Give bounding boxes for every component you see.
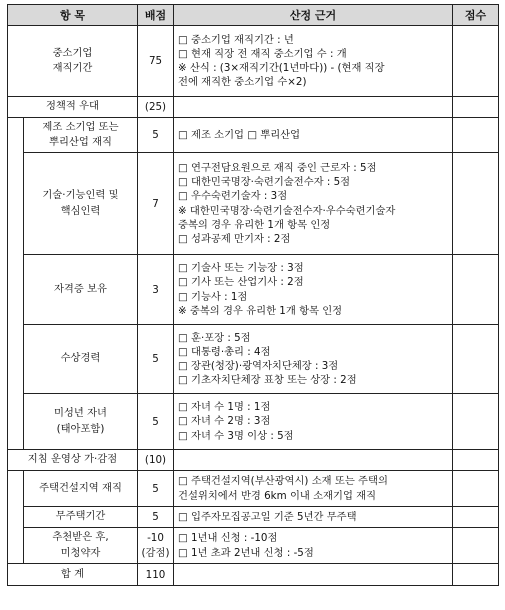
basis-line: ※ 대한민국명장·숙련기술전수자·우수숙련기술자 [178,204,396,217]
table-row [8,97,499,118]
item-points: 7 [138,153,174,255]
table-row [8,255,499,325]
item-score[interactable] [453,255,499,325]
item-basis [174,325,453,394]
item-points: 5 [138,325,174,394]
text-line: 자격증 보유 [53,282,107,295]
total-points: 110 [138,564,174,586]
basis-line: □ 장관(청장)·광역자치단체장 : 3점 [178,360,339,372]
table-row [8,394,499,450]
section-basis [174,97,453,118]
table-row [8,26,499,97]
section-points: (25) [138,97,174,118]
header-score: 점수 [453,5,499,26]
item-points: 75 [138,26,174,97]
item-name [24,528,138,564]
item-basis [174,153,453,255]
text-line: 무주택기간 [55,510,106,523]
text-line: -10 [147,532,164,544]
score-table [7,4,499,586]
basis-line: □ 대한민국명장·숙련기술전수자 : 5점 [178,176,351,189]
section-name: 지침 운영상 가·감점 [8,450,138,471]
header-row [8,5,499,26]
item-name [24,325,138,394]
section-basis [174,450,453,471]
item-score[interactable] [453,528,499,564]
item-points [138,528,174,564]
basis-line: □ 자녀 수 3명 이상 : 5점 [178,429,294,442]
item-score[interactable] [453,471,499,507]
basis-line: □ 성과공제 만기자 : 2점 [178,232,291,245]
item-basis [174,471,453,507]
item-name [24,394,138,450]
text-line: 제조 소기업 또는 [42,120,119,133]
text-line: 재직기간 [52,62,93,74]
item-name [8,26,138,97]
table-row [8,471,499,507]
total-row [8,564,499,586]
basis-line: □ 대통령·총리 : 4점 [178,345,271,358]
item-score[interactable] [453,118,499,153]
item-points: 5 [138,394,174,450]
basis-line: □ 기술사 또는 기능장 : 3점 [178,262,304,275]
basis-line: □ 중소기업 재직기간 : 년 [178,33,294,46]
text-line: 미성년 자녀 [53,407,107,420]
item-basis [174,507,453,528]
text-line: 수상경력 [60,352,101,365]
table-row [8,507,499,528]
item-score[interactable] [453,394,499,450]
item-name [24,507,138,528]
total-name: 합 계 [8,564,138,586]
header-item: 항 목 [8,5,138,26]
section-name: 정책적 우대 [8,97,138,118]
item-score[interactable] [453,26,499,97]
item-name [24,255,138,325]
basis-line: □ 기능사 : 1점 [178,290,248,303]
basis-line: □ 기사 또는 산업기사 : 2점 [178,276,304,289]
header-basis: 산정 근거 [174,5,453,26]
item-basis [174,528,453,564]
basis-line: □ 자녀 수 1명 : 1점 [178,401,271,414]
basis-line: □ 입주자모집공고일 기준 5년간 무주택 [178,510,357,523]
section-score[interactable] [453,450,499,471]
text-line: 미청약자 [60,546,101,559]
text-line: 뿌리산업 재직 [49,136,112,148]
basis-line: □ 기초자치단체장 표창 또는 상장 : 2점 [178,374,357,387]
item-basis [174,255,453,325]
total-basis [174,564,453,586]
item-points: 5 [138,507,174,528]
basis-line: □ 우수숙련기술자 : 3점 [178,190,288,203]
item-name [24,118,138,153]
header-points: 배점 [138,5,174,26]
text-line: 추천받은 후, [52,531,109,544]
basis-line: □ 제조 소기업 □ 뿌리산업 [178,128,301,141]
basis-line: ※ 중복의 경우 유리한 1개 항목 인정 [178,304,343,317]
indent-cell [8,118,24,450]
text-line: 중소기업 [52,46,93,59]
table-row [8,153,499,255]
text-line: (태아포함) [56,422,105,435]
item-basis [174,118,453,153]
basis-line: □ 1년내 신청 : -10점 [178,532,278,545]
table-row [8,450,499,471]
item-name [24,471,138,507]
text-line: 핵심인력 [60,204,101,217]
basis-line: □ 1년 초과 2년내 신청 : -5점 [178,546,314,559]
basis-line: □ 훈·포장 : 5점 [178,331,251,344]
table-row [8,325,499,394]
text-line: 주택건설지역 재직 [39,481,122,494]
text-line: 기술·기능인력 및 [42,189,119,202]
indent-cell [8,471,24,564]
item-score[interactable] [453,325,499,394]
section-score[interactable] [453,97,499,118]
section-points: (10) [138,450,174,471]
basis-line: □ 현재 직장 전 재직 중소기업 수 : 개 [178,47,347,60]
item-points: 5 [138,118,174,153]
item-basis [174,26,453,97]
total-score[interactable] [453,564,499,586]
basis-line: ※ 산식 : (3×재직기간(1년마다)) - (현재 직장 [178,62,385,74]
basis-line: □ 자녀 수 2명 : 3점 [178,415,271,428]
basis-line: 전에 재직한 중소기업 수×2) [178,76,307,89]
basis-line: □ 연구전담요원으로 재직 중인 근로자 : 5점 [178,161,377,174]
table-row [8,528,499,564]
table-row [8,118,499,153]
basis-line: 건설위치에서 반경 6km 이내 소재기업 재직 [178,489,377,502]
item-score[interactable] [453,153,499,255]
item-name [24,153,138,255]
item-points: 5 [138,471,174,507]
item-basis [174,394,453,450]
basis-line: 중복의 경우 유리한 1개 항목 인정 [178,218,331,231]
text-line: (감점) [141,547,170,559]
item-points: 3 [138,255,174,325]
basis-line: □ 주택건설지역(부산광역시) 소재 또는 주택의 [178,475,388,488]
item-score[interactable] [453,507,499,528]
